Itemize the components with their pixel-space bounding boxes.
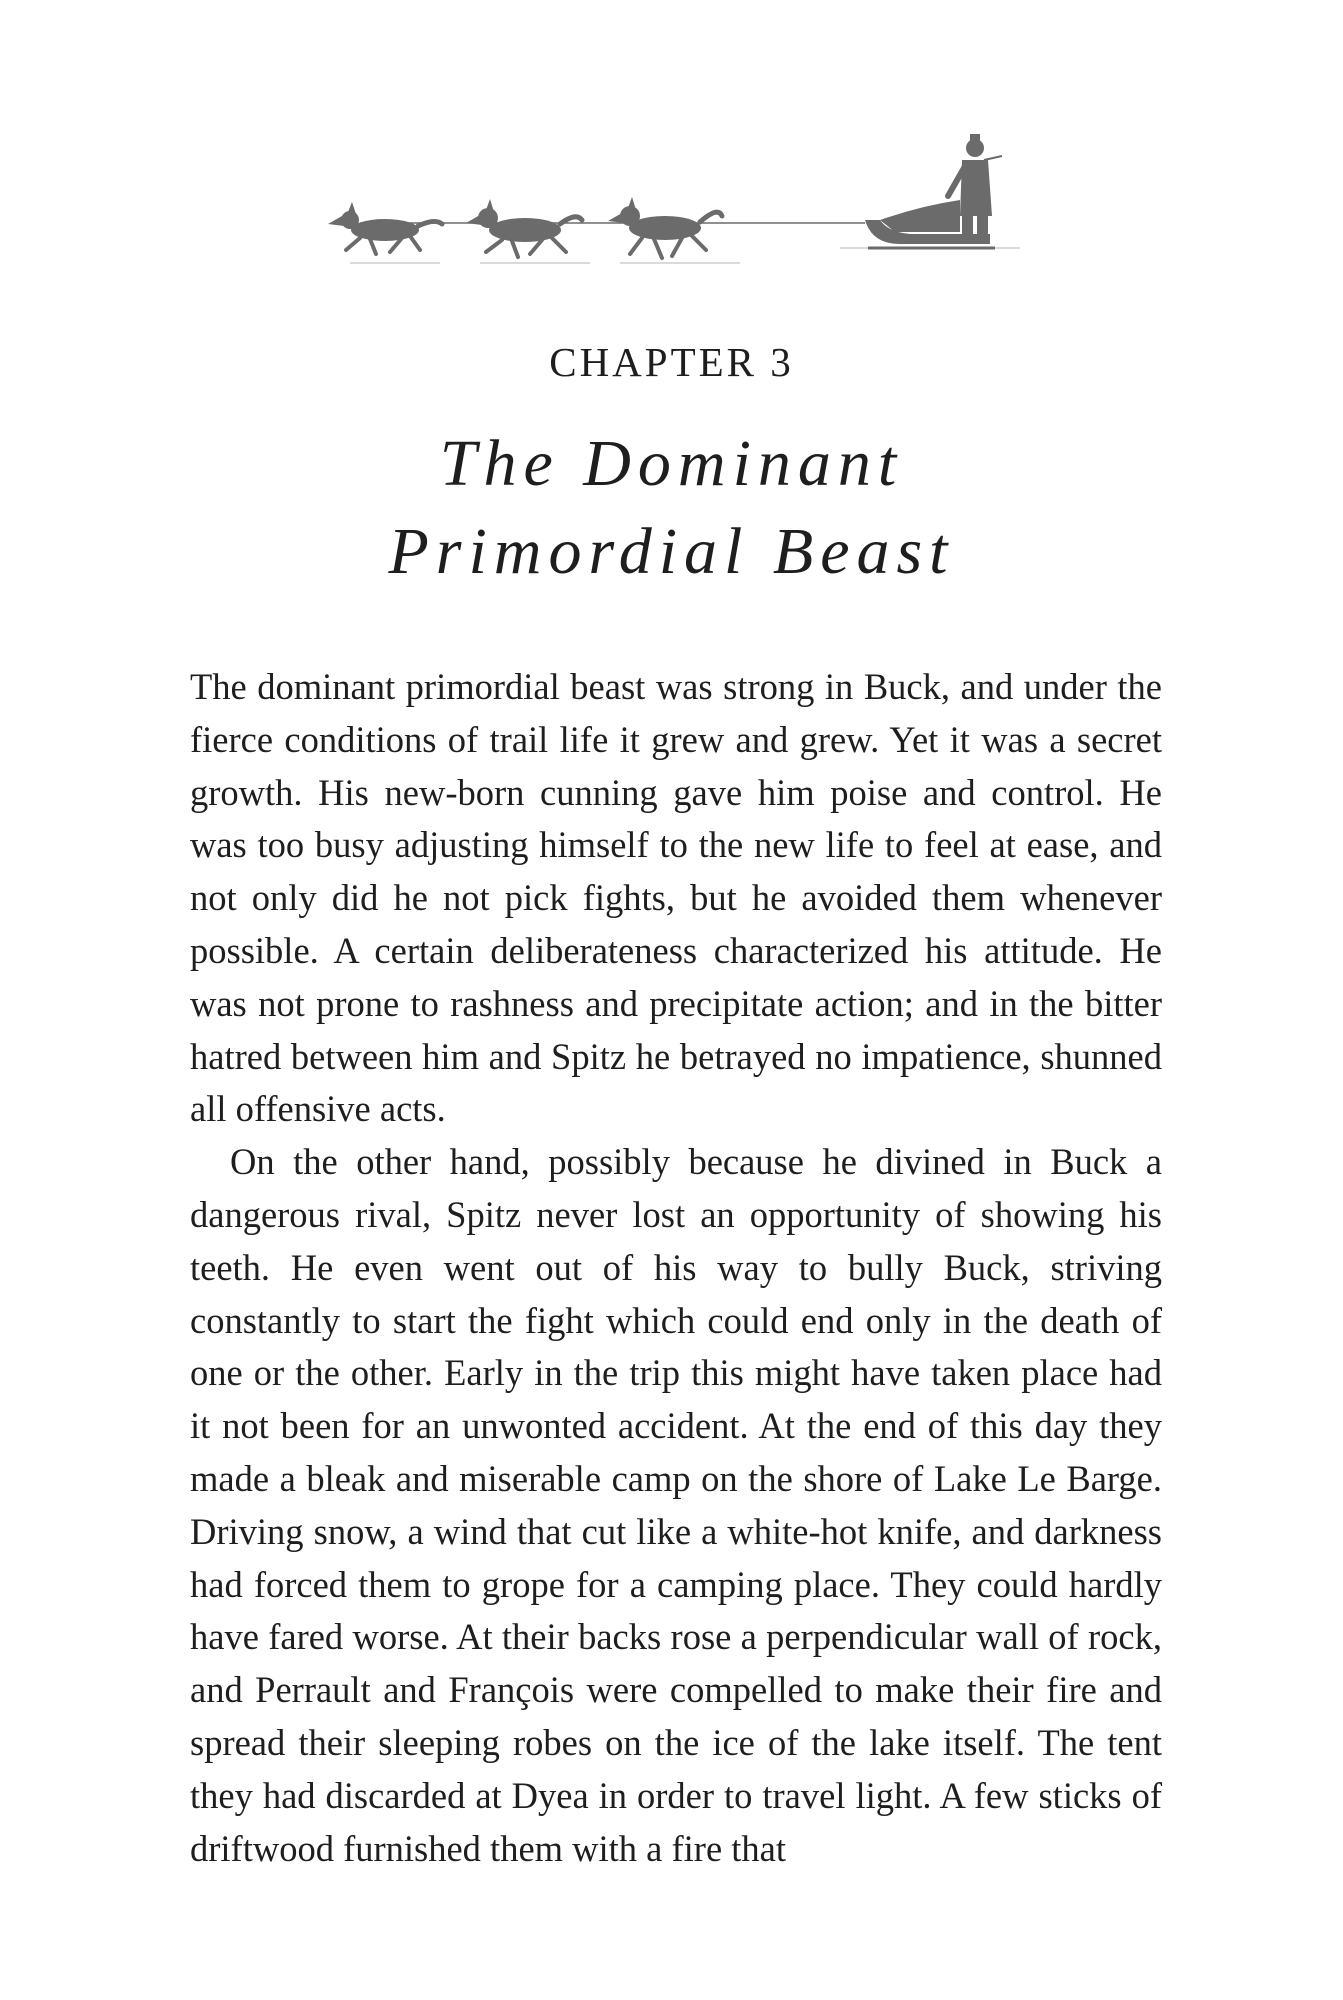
chapter-title <box>0 420 1343 596</box>
chapter-title-line-1: The Dominant <box>439 427 904 500</box>
dog-sled-team-icon <box>320 120 1040 270</box>
paragraph-2: On the other hand, possibly because he divined in Buck a dangerous rival, Spitz never lost an opportunity of showing his teeth. He even went out of his way to bully Buck, striving constantly to start the fight which could end only in the death of one or the other. Early in the trip this might have taken place had it not been for an unwonted accident. At the end of this day they made a bleak and miserable camp on the shore of Lake Le Barge. Driving snow, a wind that cut like a white-hot knife, and darkness had forced them to grope for a camping place. They could hardly have fared worse. At their backs rose a perpendicular wall of rock, and Perrault and François were compelled to make their fire and spread their sleeping robes on the ice of the lake itself. The tent they had discarded at Dyea in order to travel light. A few sticks of driftwood furnished them with a fire that <box>190 1141 1162 1869</box>
wheel-dog-icon <box>608 197 722 258</box>
lead-dog-icon <box>328 202 442 254</box>
chapter-number: CHAPTER 3 <box>549 339 794 385</box>
chapter-body <box>190 661 1162 1875</box>
chapter-title-line-2: Primordial Beast <box>388 515 955 588</box>
paragraph-1: The dominant primordial beast was strong in Buck, and under the fierce conditions of trail life it grew and grew. Yet it was a secret growth. His new-born cunning gave him poise and control. He was too busy adjusting himself to the new life to feel at ease, and not only did he not pick fights, but he avoided them whenever possible. A certain deliberateness characterized his attitude. He was not prone to rashness and precipitate action; and in the bitter hatred between him and Spitz he betrayed no impatience, shunned all offensive acts. <box>190 666 1162 1130</box>
middle-dog-icon <box>466 199 582 257</box>
